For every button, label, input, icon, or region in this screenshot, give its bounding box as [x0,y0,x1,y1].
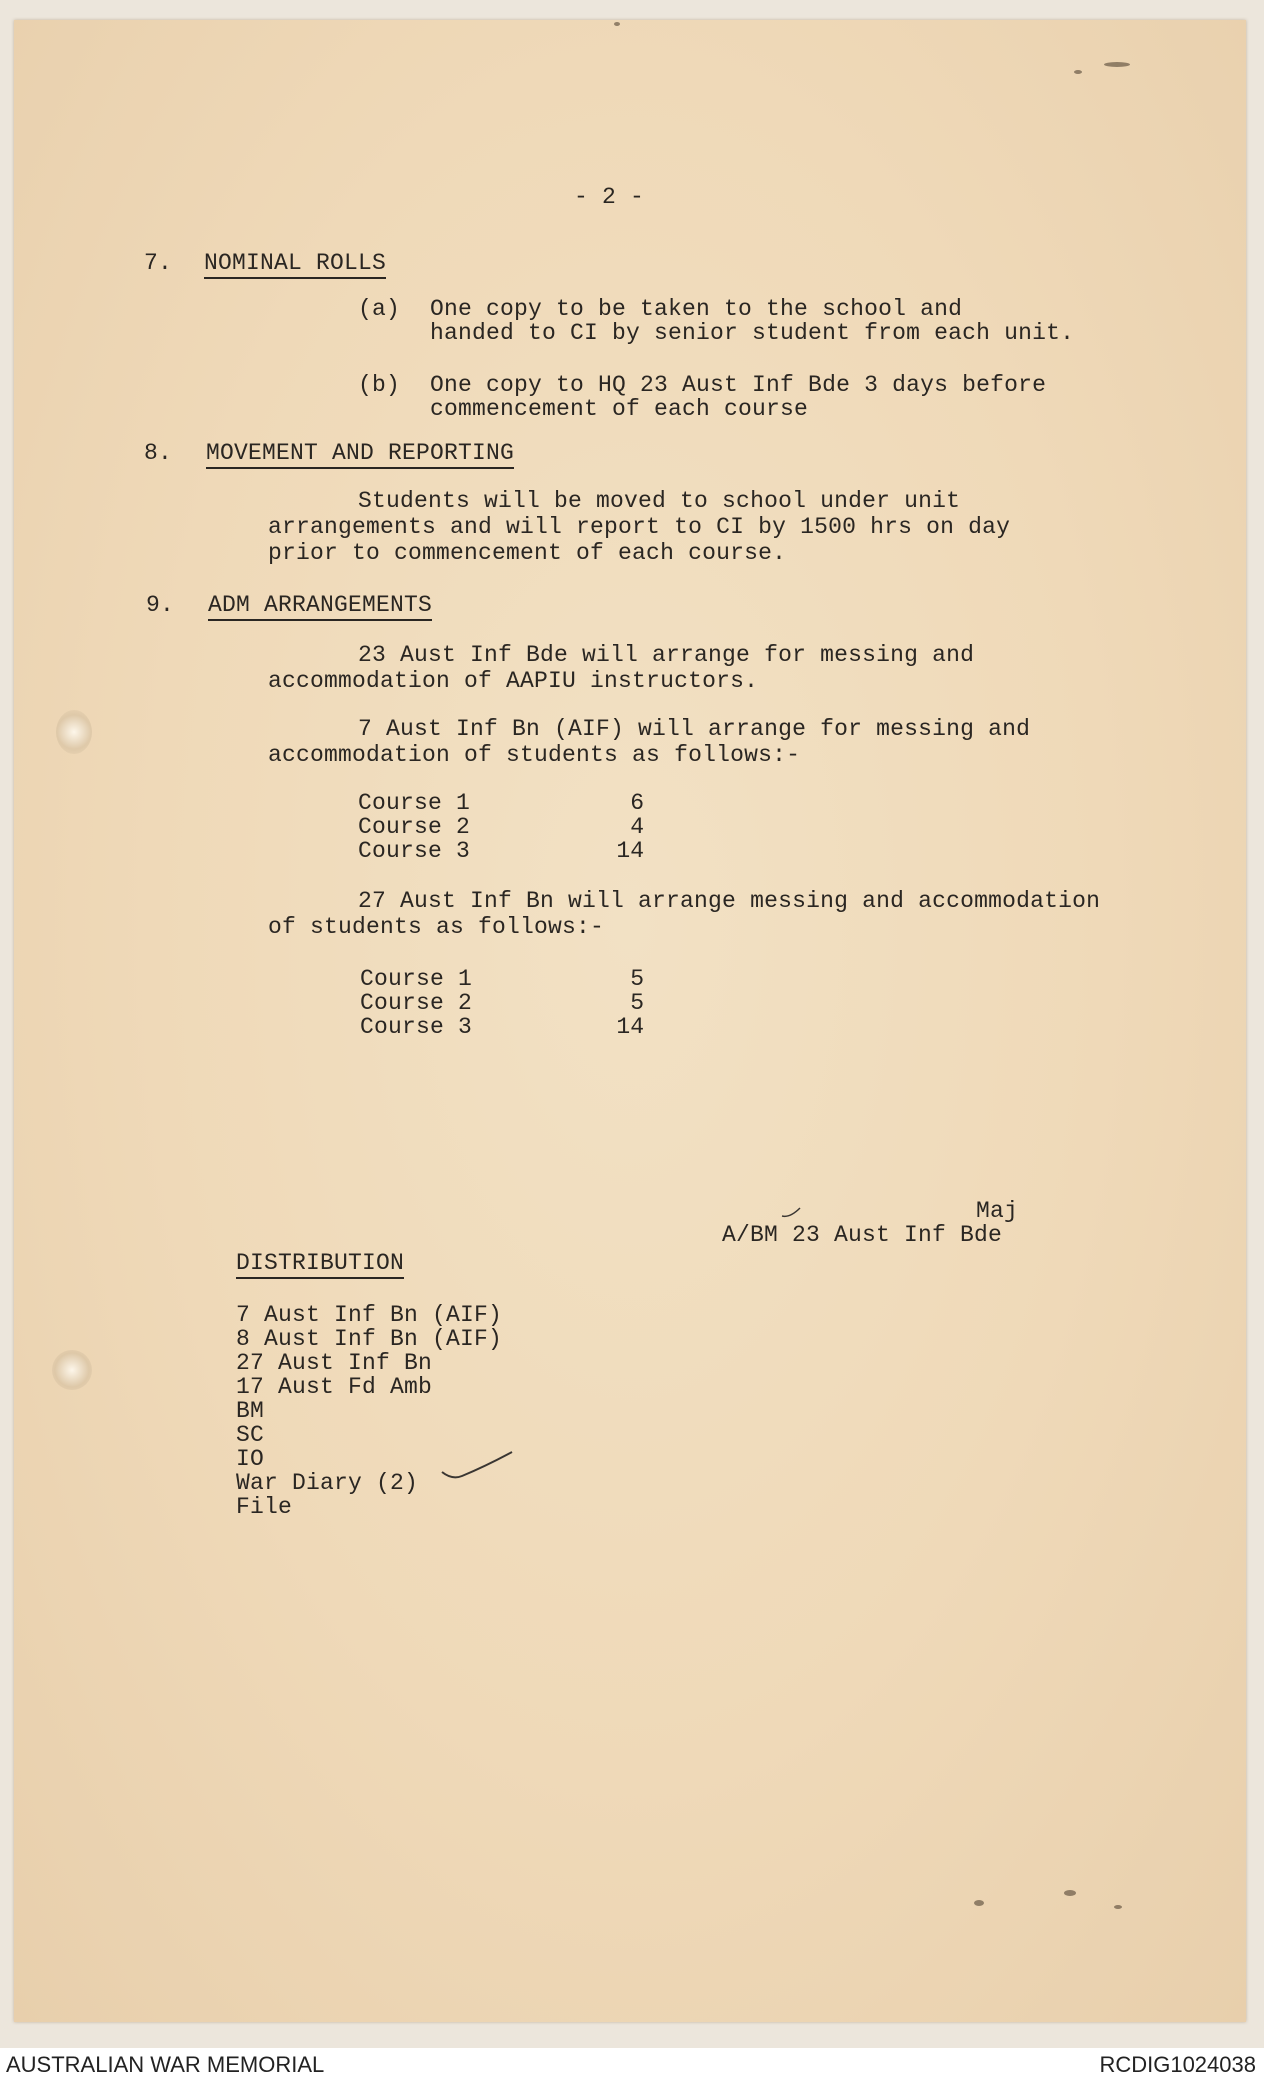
distribution-heading: DISTRIBUTION [236,1250,404,1279]
table-2-course: Course 1 [360,966,473,992]
table-2-course: Course 3 [360,1014,473,1040]
table-1-count: 4 [630,814,644,840]
table-1-count: 6 [630,790,644,816]
distribution-item: BM [236,1398,265,1424]
table-2-course: Course 2 [360,990,473,1016]
table-1-course: Course 1 [358,790,471,816]
signature-title: A/BM 23 Aust Inf Bde [722,1222,1003,1248]
page-number: - 2 - [574,184,645,210]
section-7-number: 7. [144,250,173,276]
distribution-item: IO [236,1446,265,1472]
item-b-label: (b) [358,372,401,398]
section-8-number: 8. [144,440,173,466]
distribution-item: File [236,1494,293,1520]
item-b-line-2: commencement of each course [430,396,809,422]
para-2-line-1: 7 Aust Inf Bn (AIF) will arrange for messing and [358,716,1031,742]
para-1-line-2: accommodation of AAPIU instructors. [268,668,759,694]
para-2-line-2: accommodation of students as follows:- [268,742,801,768]
table-2-count: 5 [630,990,644,1016]
table-1-course: Course 3 [358,838,471,864]
section-9-heading: ADM ARRANGEMENTS [208,592,432,621]
distribution-item: War Diary (2) [236,1470,419,1496]
paper-crease [52,1350,92,1390]
ink-speck [974,1900,984,1906]
section-8-line-1: Students will be moved to school under unit [358,488,961,514]
table-2-count: 5 [630,966,644,992]
ink-speck [1074,70,1082,74]
para-1-line-1: 23 Aust Inf Bde will arrange for messing and [358,642,975,668]
distribution-item: 7 Aust Inf Bn (AIF) [236,1302,503,1328]
distribution-item: 8 Aust Inf Bn (AIF) [236,1326,503,1352]
section-8-heading: MOVEMENT AND REPORTING [206,440,514,469]
pen-stroke-icon [778,1202,808,1222]
table-1-count: 14 [616,838,644,864]
ink-speck [1064,1890,1076,1896]
ink-speck [614,22,620,26]
section-8-line-3: prior to commencement of each course. [268,540,787,566]
item-a-line-1: One copy to be taken to the school and [430,296,963,322]
item-a-label: (a) [358,296,401,322]
tick-mark-icon [438,1450,518,1490]
ink-speck [1104,62,1130,67]
footer-institution: AUSTRALIAN WAR MEMORIAL [6,2052,325,2077]
section-9-number: 9. [146,592,175,618]
footer-record-id: RCDIG1024038 [1099,2052,1256,2077]
section-7-heading: NOMINAL ROLLS [204,250,386,279]
para-3-line-1: 27 Aust Inf Bn will arrange messing and accommodation [358,888,1101,914]
item-a-line-2: handed to CI by senior student from each unit. [430,320,1075,346]
table-2-count: 14 [616,1014,644,1040]
signature-rank: Maj [976,1198,1019,1224]
table-1-course: Course 2 [358,814,471,840]
archive-footer [0,2048,1264,2081]
distribution-item: 27 Aust Inf Bn [236,1350,433,1376]
para-3-line-2: of students as follows:- [268,914,605,940]
section-8-line-2: arrangements and will report to CI by 1500 hrs on day [268,514,1011,540]
document-page [14,20,1246,2022]
distribution-item: 17 Aust Fd Amb [236,1374,433,1400]
ink-speck [1114,1905,1122,1909]
distribution-item: SC [236,1422,265,1448]
item-b-line-1: One copy to HQ 23 Aust Inf Bde 3 days before [430,372,1047,398]
paper-crease [56,710,92,754]
